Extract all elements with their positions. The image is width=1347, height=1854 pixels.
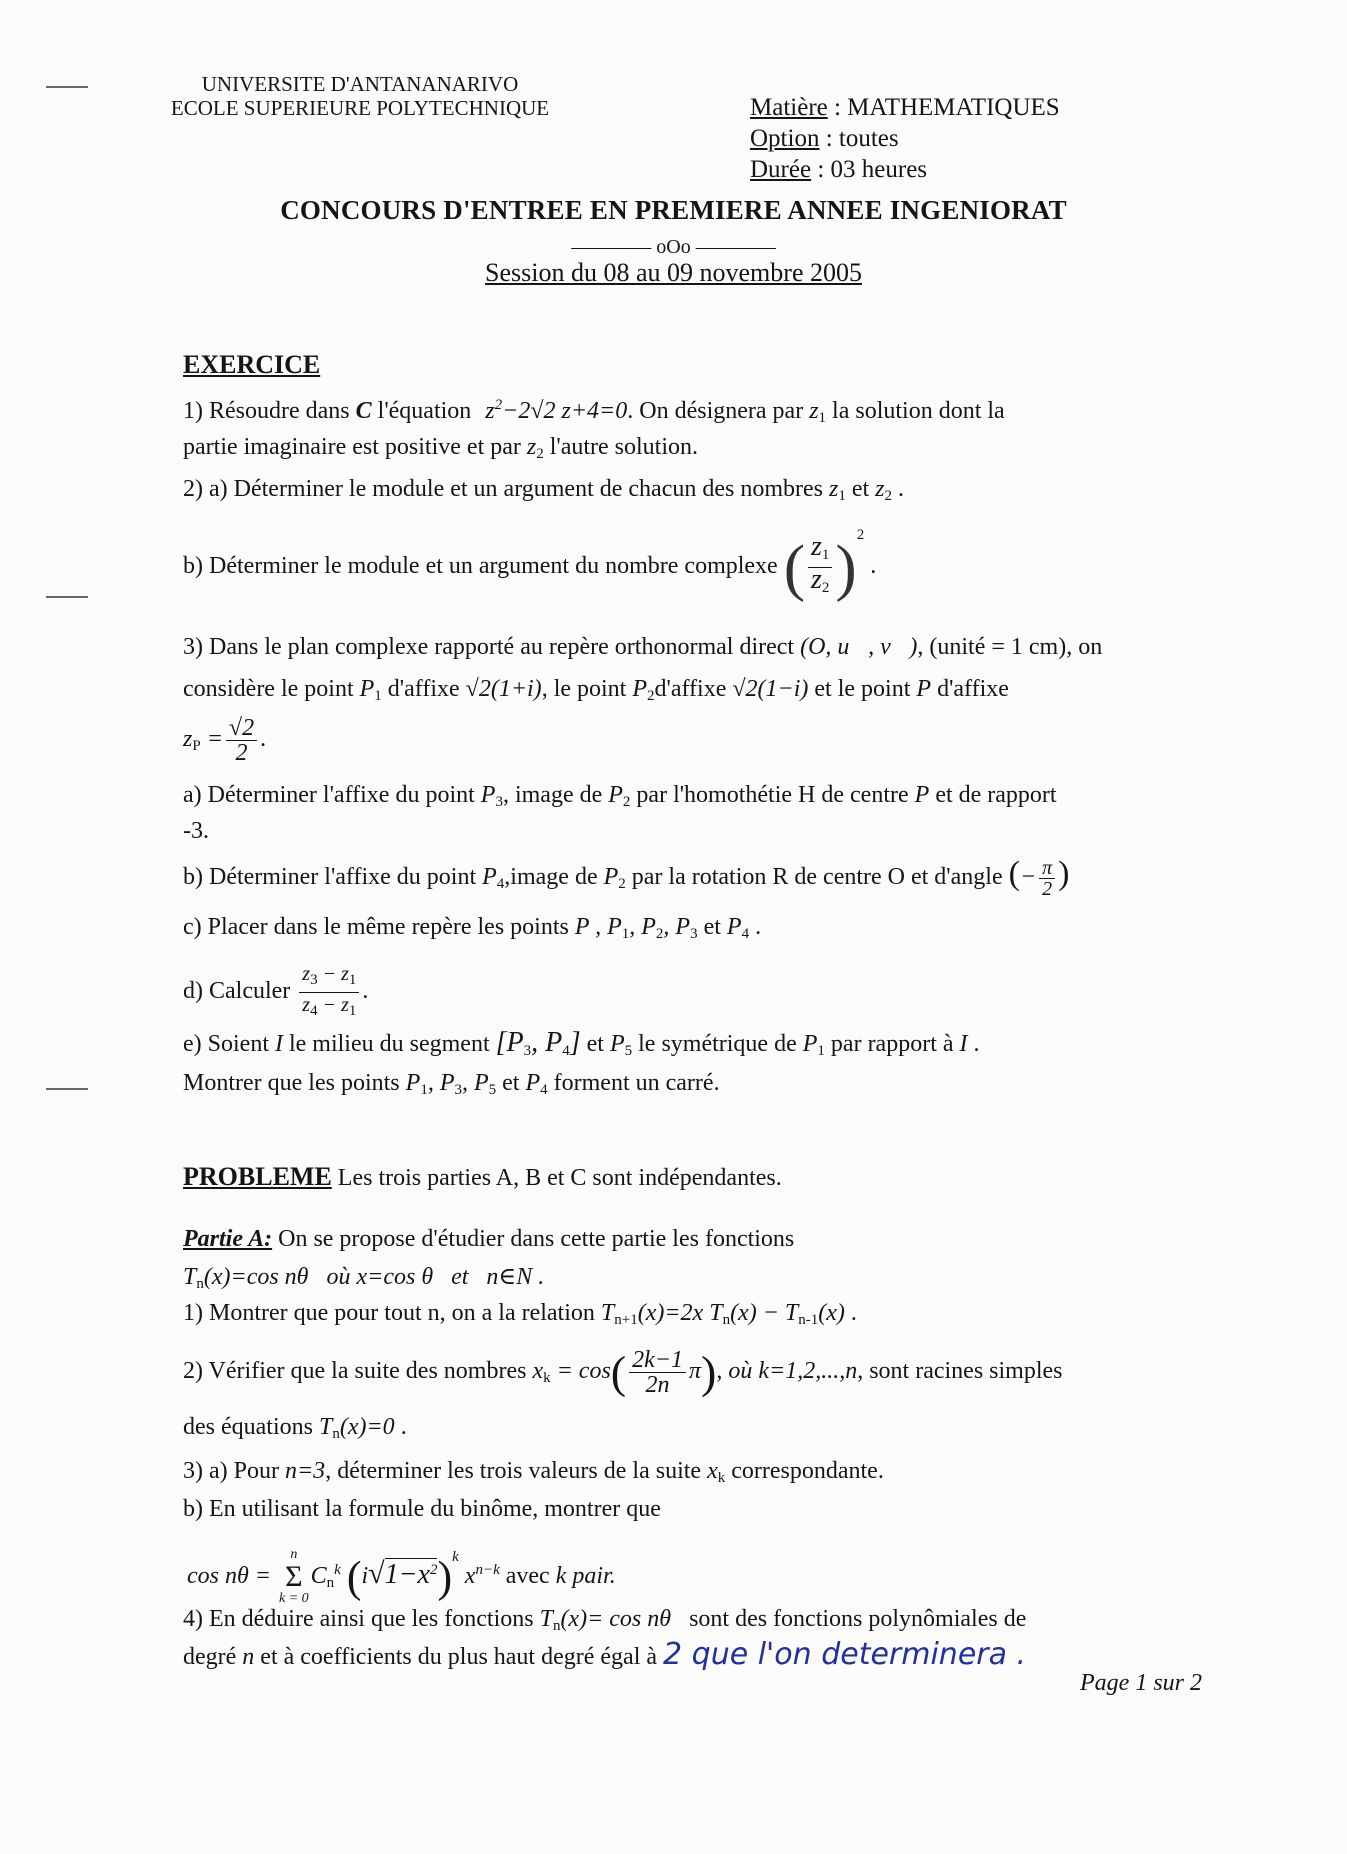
exercise-q3-cont: considère le point $P_1$ d'affixe √2(1+i), le point $P_2d'affixe$ √2(1−i) et le point P d'affixe <box>183 676 1009 704</box>
margin-mark <box>46 1088 88 1090</box>
exercise-heading: EXERCICE <box>183 350 321 379</box>
margin-mark <box>46 596 88 598</box>
exercise-q3c: c) Placer dans le même repère les points P , $P_1$, $P_2$, $P_3$ et $P_4$ . <box>183 914 762 942</box>
margin-mark <box>46 86 88 88</box>
exercise-q3e-cont: Montrer que les points $P_1$, $P_3$, $P_5$ et $P_4$ forment un carré. <box>183 1070 720 1098</box>
exercise-q3d: d) Calculer $\frac{z_3 - z_1}{z_4 - z_1}$ . <box>183 963 369 1019</box>
exercise-q3: 3) Dans le plan complexe rapporté au repère orthonormal direct (O, u⃗, v⃗), (unité = 1 cm), on <box>183 634 1103 660</box>
problem-heading: PROBLEME Les trois parties A, B et C sont indépendantes. <box>183 1162 782 1191</box>
duration-value: : 03 heures <box>817 156 928 183</box>
handwritten-note: 2 que l'on determinera . <box>663 1637 1027 1672</box>
exam-info <box>750 92 1060 185</box>
exercise-q1-cont: partie imaginaire est positive et par $z_2$ l'autre solution. <box>183 434 699 462</box>
exercise-q3b: b) Déterminer l'affixe du point $P_4,image$ de $P_2$ par la rotation R de centre O et d'angle (− $\frac{\pi}{2}$ ) <box>183 855 1070 900</box>
subject-value: : MATHEMATIQUES <box>833 94 1060 121</box>
exercise-q3e: e) Soient I le milieu du segment [$P_3$, $P_4$] et $P_5$ le symétrique de $P_1$ par rapport à I . <box>183 1027 980 1059</box>
exercise-q3a-cont: -3. <box>183 818 209 844</box>
binomial-formula: cos nθ = n Σ k = 0 $C_n^k$ $(i√1-x^2)^k$ $x^{n-k}$ avec k pair. <box>187 1547 616 1607</box>
subject-label: Matière <box>750 94 828 121</box>
exercise-q1: 1) Résoudre dans C l'équation $z^2-2√2$ z+4=0. On désignera par $z_1$ la solution dont la <box>183 397 1005 426</box>
institution-block <box>160 72 560 120</box>
school-name: ECOLE SUPERIEURE POLYTECHNIQUE <box>170 96 550 120</box>
university-name: UNIVERSITE D'ANTANANARIVO <box>201 72 519 96</box>
separator: ———— oOo ———— <box>571 236 776 258</box>
session-date: Session du 08 au 09 novembre 2005 <box>485 258 862 287</box>
part-a-q3b: b) En utilisant la formule du binôme, montrer que <box>183 1496 661 1522</box>
part-a-intro: Partie A: On se propose d'étudier dans cette partie les fonctions <box>183 1226 795 1252</box>
exercise-zp: $z_P$ = $\frac{√2}{2}$ . <box>183 715 267 766</box>
page-number: Page 1 sur 2 <box>1080 1670 1202 1696</box>
part-a-definition: $T_n(x)=\cos$ nθ où x=cos θ et n∈N . <box>183 1264 545 1292</box>
part-a-q4-cont: degré n et à coefficients du plus haut degré égal à 2 que l'on determinera . <box>183 1637 1027 1672</box>
part-a-q1: 1) Montrer que pour tout n, on a la relation $T_{n+1}(x)=2x$ $T_n(x) - T_{n-1}(x)$ . <box>183 1300 857 1328</box>
part-a-q2: 2) Vérifier que la suite des nombres $x_k = \cos$( $\frac{2k-1}{2n}$ π), où k=1,2,...,n, sont racines simples <box>183 1346 1063 1398</box>
exercise-q2b: b) Déterminer le module et un argument du nombre complexe ( $\frac{z_1}{z_2}$ )$^2$ . <box>183 527 877 603</box>
option-label: Option <box>750 125 820 152</box>
duration-label: Durée <box>750 156 812 183</box>
exercise-q2a: 2) a) Déterminer le module et un argument de chacun des nombres $z_1$ et $z_2$ . <box>183 476 905 504</box>
part-a-q2-cont: des équations $T_n(x)=0$ . <box>183 1414 407 1442</box>
exercise-q3a: a) Déterminer l'affixe du point $P_3$, image de $P_2$ par l'homothétie H de centre P et de rapport <box>183 782 1057 810</box>
part-a-q3a: 3) a) Pour n=3, déterminer les trois valeurs de la suite $x_k$ correspondante. <box>183 1458 884 1486</box>
exam-title: CONCOURS D'ENTREE EN PREMIERE ANNEE INGENIORAT <box>280 195 1067 225</box>
option-value: : toutes <box>825 125 899 152</box>
part-a-q4: 4) En déduire ainsi que les fonctions $T_n(x)= \cos n\theta$ sont des fonctions polynômiales de <box>183 1606 1027 1634</box>
